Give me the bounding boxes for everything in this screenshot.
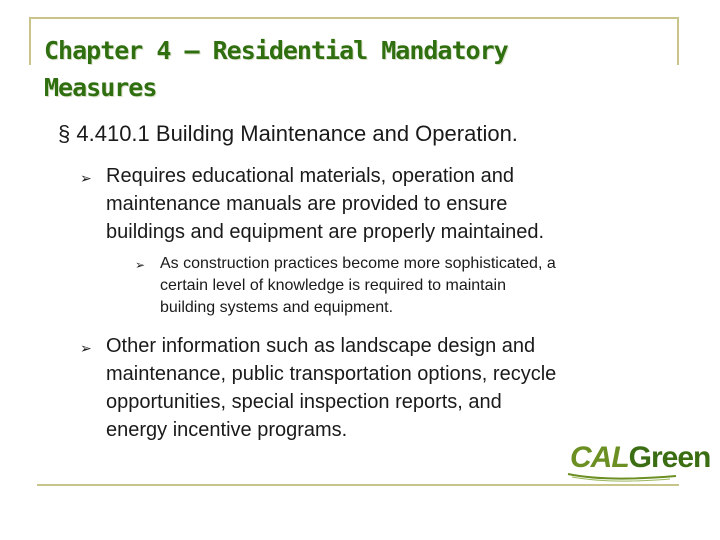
logo-green-text: Green	[628, 441, 711, 474]
calgreen-logo	[566, 440, 711, 482]
bullet-2-line-3: opportunities, special inspection reports, and	[106, 391, 502, 413]
logo-cal-text: CAL	[570, 441, 629, 474]
bullet-2-line-4: energy incentive programs.	[106, 419, 348, 441]
bullet-arrow-icon: ➢	[80, 170, 92, 186]
section-symbol: §	[58, 121, 71, 146]
bullet-2	[106, 332, 666, 444]
bullet-1	[106, 162, 666, 246]
frame-bottom-border	[37, 484, 679, 486]
logo-swoosh-icon	[566, 468, 684, 482]
bullet-2-line-1: Other information such as landscape design and	[106, 335, 536, 357]
bullet-2-line-2: maintenance, public transportation options, recycle	[106, 363, 557, 385]
frame-right-border	[677, 17, 679, 65]
sub-bullet-1-line-1: As construction practices become more sophisticated, a	[160, 255, 556, 272]
sub-bullet-arrow-icon: ➢	[135, 258, 146, 272]
section-heading-text: 4.410.1 Building Maintenance and Operation.	[76, 121, 518, 146]
slide-title-line-2: Measures	[44, 73, 157, 102]
sub-bullet-1-line-2: certain level of knowledge is required to maintain	[160, 277, 506, 294]
bullet-arrow-icon: ➢	[80, 340, 92, 356]
sub-bullet-1	[160, 253, 680, 319]
slide-title	[44, 32, 508, 106]
section-heading	[58, 120, 518, 148]
bullet-1-line-2: maintenance manuals are provided to ensure	[106, 193, 508, 215]
bullet-1-line-1: Requires educational materials, operation and	[106, 165, 515, 187]
slide-title-line-1: Chapter 4 – Residential Mandatory	[44, 36, 508, 65]
frame-left-border	[29, 17, 31, 65]
bullet-1-line-3: buildings and equipment are properly maintained.	[106, 221, 545, 243]
frame-top-border	[29, 17, 679, 19]
sub-bullet-1-line-3: building systems and equipment.	[160, 299, 394, 316]
